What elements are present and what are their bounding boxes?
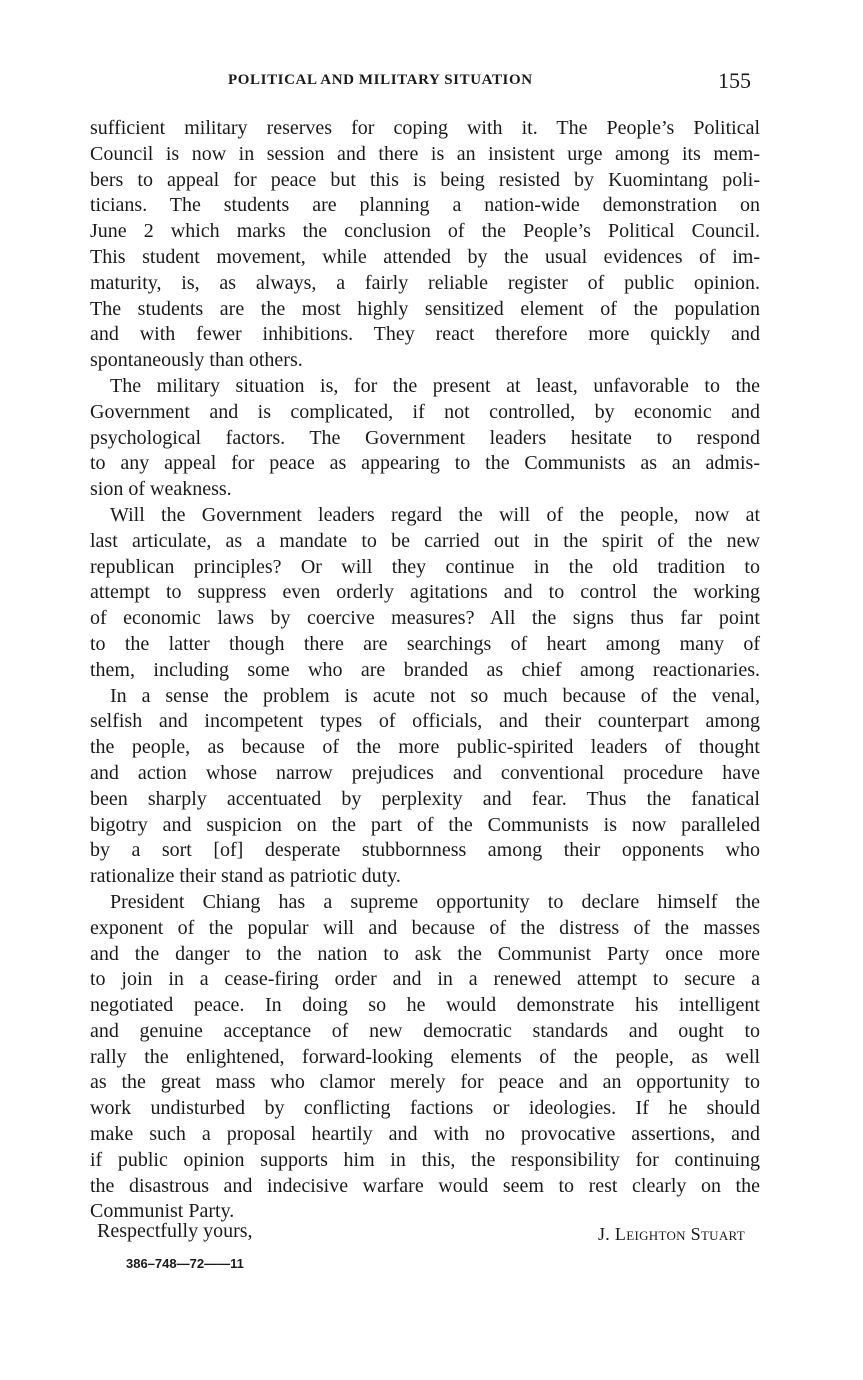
text-line: June 2 which marks the conclusion of the People’s Political Council. [90,220,760,243]
text-line: work undisturbed by conflicting factions or ideologies. If he should [90,1097,760,1120]
text-line: the people, as because of the more public-spirited leaders of thought [90,736,760,759]
text-line: selfish and incompetent types of officials, and their counterpart among [90,710,760,733]
page-number: 155 [718,68,751,93]
text-line: by a sort [of] desperate stubbornness among their opponents who [90,839,760,862]
text-line: them, including some who are branded as chief among reactionaries. [90,658,760,681]
text-line: This student movement, while attended by the usual evidences of im- [90,245,760,268]
text-line: bers to appeal for peace but this is being resisted by Kuomintang poli- [90,168,760,191]
text-line: negotiated peace. In doing so he would demonstrate his intelligent [90,994,760,1017]
text-line: rally the enlightened, forward-looking elements of the people, as well [90,1045,760,1068]
text-line: and the danger to the nation to ask the Communist Party once more [90,942,760,965]
text-line: exponent of the popular will and because of the distress of the masses [90,916,760,939]
text-line: rationalize their stand as patriotic duty. [90,865,401,888]
paragraph-3 [90,503,760,684]
paragraph-2 [90,374,760,503]
body-text [90,116,760,1225]
text-line: In a sense the problem is acute not so much because of the venal, [110,684,760,707]
text-line: The students are the most highly sensitized element of the population [90,297,760,320]
text-line: republican principles? Or will they continue in the old tradition to [90,555,760,578]
text-line: spontaneously than others. [90,349,303,372]
text-line: last articulate, as a mandate to be carried out in the spirit of the new [90,529,760,552]
text-line: Government and is complicated, if not controlled, by economic and [90,400,760,423]
text-line: sufficient military reserves for coping with it. The People’s Political [90,117,760,139]
text-line: if public opinion supports him in this, the responsibility for continuing [90,1148,760,1171]
text-line: to any appeal for peace as appearing to the Communists as an admis- [90,452,760,475]
text-line: to join in a cease-firing order and in a renewed attempt to secure a [90,968,760,991]
text-line: attempt to suppress even orderly agitations and to control the working [90,581,760,604]
text-line: psychological factors. The Government leaders hesitate to respond [90,426,760,449]
text-line: make such a proposal heartily and with no provocative assertions, and [90,1123,760,1146]
print-code: 386–748—72——11 [126,1256,244,1271]
text-line: to the latter though there are searchings of heart among many of [90,632,760,655]
text-line: President Chiang has a supreme opportunity to declare himself the [110,890,760,913]
paragraph-4 [90,684,760,890]
text-line: and with fewer inhibitions. They react therefore more quickly and [90,323,760,346]
text-line: sion of weakness. [90,478,232,501]
text-line: Will the Government leaders regard the will of the people, now at [110,503,760,526]
text-line: bigotry and suspicion on the part of the Communists is now paralleled [90,813,760,836]
letter-closing [95,1220,745,1250]
text-line: and genuine acceptance of new democratic standards and ought to [90,1019,760,1042]
text-line: as the great mass who clamor merely for peace and an opportunity to [90,1071,760,1094]
signature-name: J. Leighton Stuart [598,1224,745,1244]
text-line: the disastrous and indecisive warfare would seem to rest clearly on the [90,1174,760,1197]
text-line: of economic laws by coercive measures? All the signs thus far point [90,607,760,630]
text-line: Communist Party. [90,1200,235,1223]
closing-salutation: Respectfully yours, [97,1220,253,1242]
text-line: and action whose narrow prejudices and conventional procedure have [90,761,760,784]
text-line: maturity, is, as always, a fairly reliable register of public opinion. [90,271,760,294]
paragraph-1 [90,116,760,374]
text-line: been sharply accentuated by perplexity and fear. Thus the fanatical [90,787,760,810]
text-line: Council is now in session and there is an insistent urge among its mem- [90,142,760,165]
running-head: POLITICAL AND MILITARY SITUATION [228,72,533,88]
paragraph-5 [90,890,760,1225]
text-line: ticians. The students are planning a nation-wide demonstration on [90,194,760,217]
text-line: The military situation is, for the present at least, unfavorable to the [110,374,760,397]
